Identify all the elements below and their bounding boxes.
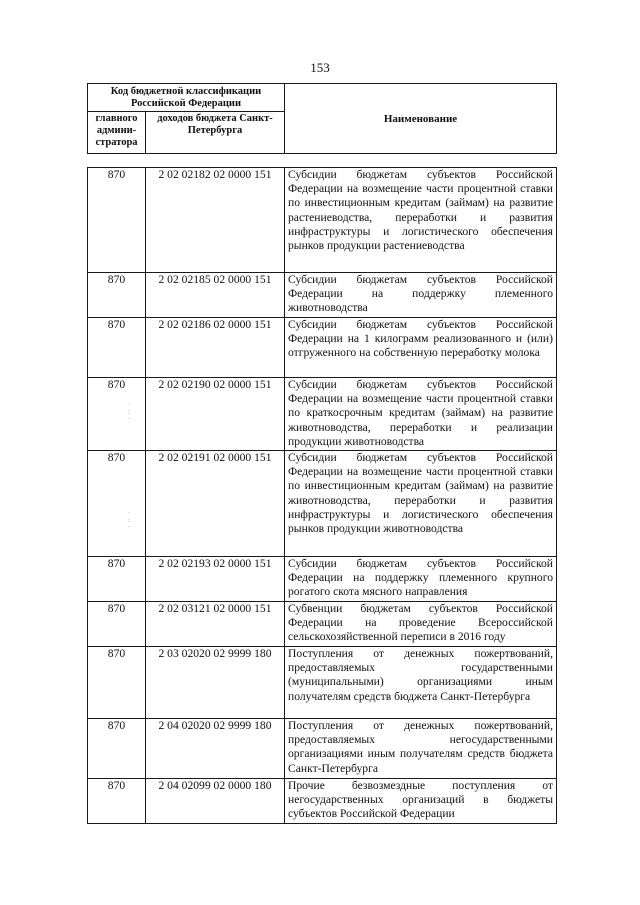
item-name-cell: Субсидии бюджетам субъектов Российской Федерации на возмещение части процентной ставки по краткосрочным кредитам (займам) на развитие животноводства, переработки и реализации продукции животноводства <box>285 378 557 451</box>
table-row <box>88 602 557 647</box>
name-column-header: Наименование <box>285 84 557 154</box>
budget-code-cell: 2 04 02020 02 9999 180 <box>146 719 285 779</box>
admin-column-header: главного админи-стратора <box>88 112 146 154</box>
admin-code-cell: 870 <box>88 273 146 318</box>
table-row <box>88 647 557 719</box>
budget-code-cell: 2 03 02020 02 9999 180 <box>146 647 285 719</box>
item-name-cell: Субсидии бюджетам субъектов Российской Федерации на поддержку племенного животноводства <box>285 273 557 318</box>
budget-code-cell: 2 02 02185 02 0000 151 <box>146 273 285 318</box>
admin-code-cell: 870 <box>88 719 146 779</box>
budget-code-cell: 2 02 02191 02 0000 151 <box>146 451 285 557</box>
admin-code-cell: 870 <box>88 602 146 647</box>
admin-code-cell: 870 <box>88 557 146 602</box>
budget-code-cell: 2 02 02182 02 0000 151 <box>146 168 285 273</box>
table-row <box>88 719 557 779</box>
admin-code-cell: 870 <box>88 647 146 719</box>
budget-code-cell: 2 02 02193 02 0000 151 <box>146 557 285 602</box>
page-number: 153 <box>310 60 330 75</box>
item-name-cell: Субвенции бюджетам субъектов Российской Федерации на проведение Всероссийской сельскохозяйственной переписи в 2016 году <box>285 602 557 647</box>
table-row <box>88 557 557 602</box>
table-row <box>88 273 557 318</box>
item-name-cell: Субсидии бюджетам субъектов Российской Федерации на 1 килограмм реализованного и (или) отгруженного на собственную переработку молока <box>285 318 557 378</box>
budget-code-cell: 2 02 03121 02 0000 151 <box>146 602 285 647</box>
margin-scan-mark: · : · <box>128 401 131 423</box>
budget-code-cell: 2 04 02099 02 0000 180 <box>146 779 285 824</box>
code-column-header: доходов бюджета Санкт-Петербурга <box>146 112 285 154</box>
item-name-cell: Прочие безвозмездные поступления от негосударственных организаций в бюджеты субъектов Российской Федерации <box>285 779 557 824</box>
item-name-cell: Субсидии бюджетам субъектов Российской Федерации на возмещение части процентной ставки по инвестиционным кредитам (займам) на развитие растениеводства, переработки и развития инфраструктуры и логистического обеспечения рынков продукции растениеводства <box>285 168 557 273</box>
admin-code-cell: 870 <box>88 168 146 273</box>
admin-code-cell: 870 <box>88 318 146 378</box>
admin-code-cell: 870 <box>88 451 146 557</box>
budget-code-cell: 2 02 02190 02 0000 151 <box>146 378 285 451</box>
item-name-cell: Субсидии бюджетам субъектов Российской Федерации на поддержку племенного крупного рогатого скота мясного направления <box>285 557 557 602</box>
budget-code-cell: 2 02 02186 02 0000 151 <box>146 318 285 378</box>
item-name-cell: Субсидии бюджетам субъектов Российской Федерации на возмещение части процентной ставки по инвестиционным кредитам (займам) на развитие животноводства, переработки и развития инфраструктуры и логистического обеспечения рынков продукции животноводства <box>285 451 557 557</box>
table-row <box>88 318 557 378</box>
admin-code-cell: 870 <box>88 779 146 824</box>
table-row <box>88 378 557 451</box>
table-row <box>88 779 557 824</box>
table-row <box>88 168 557 273</box>
margin-scan-mark: · : · <box>128 509 131 531</box>
admin-code-cell: 870 <box>88 378 146 451</box>
budget-table <box>87 167 557 824</box>
budget-code-group-header: Код бюджетной классификации Российской Федерации <box>88 84 285 112</box>
table-row <box>88 451 557 557</box>
budget-table-body <box>88 168 557 824</box>
item-name-cell: Поступления от денежных пожертвований, предоставляемых негосударственными организациями иным получателям средств бюджета Санкт-Петербурга <box>285 719 557 779</box>
header-table <box>87 83 557 154</box>
item-name-cell: Поступления от денежных пожертвований, предоставляемых государственными (муниципальными) организациями иным получателям средств бюджета Санкт-Петербурга <box>285 647 557 719</box>
